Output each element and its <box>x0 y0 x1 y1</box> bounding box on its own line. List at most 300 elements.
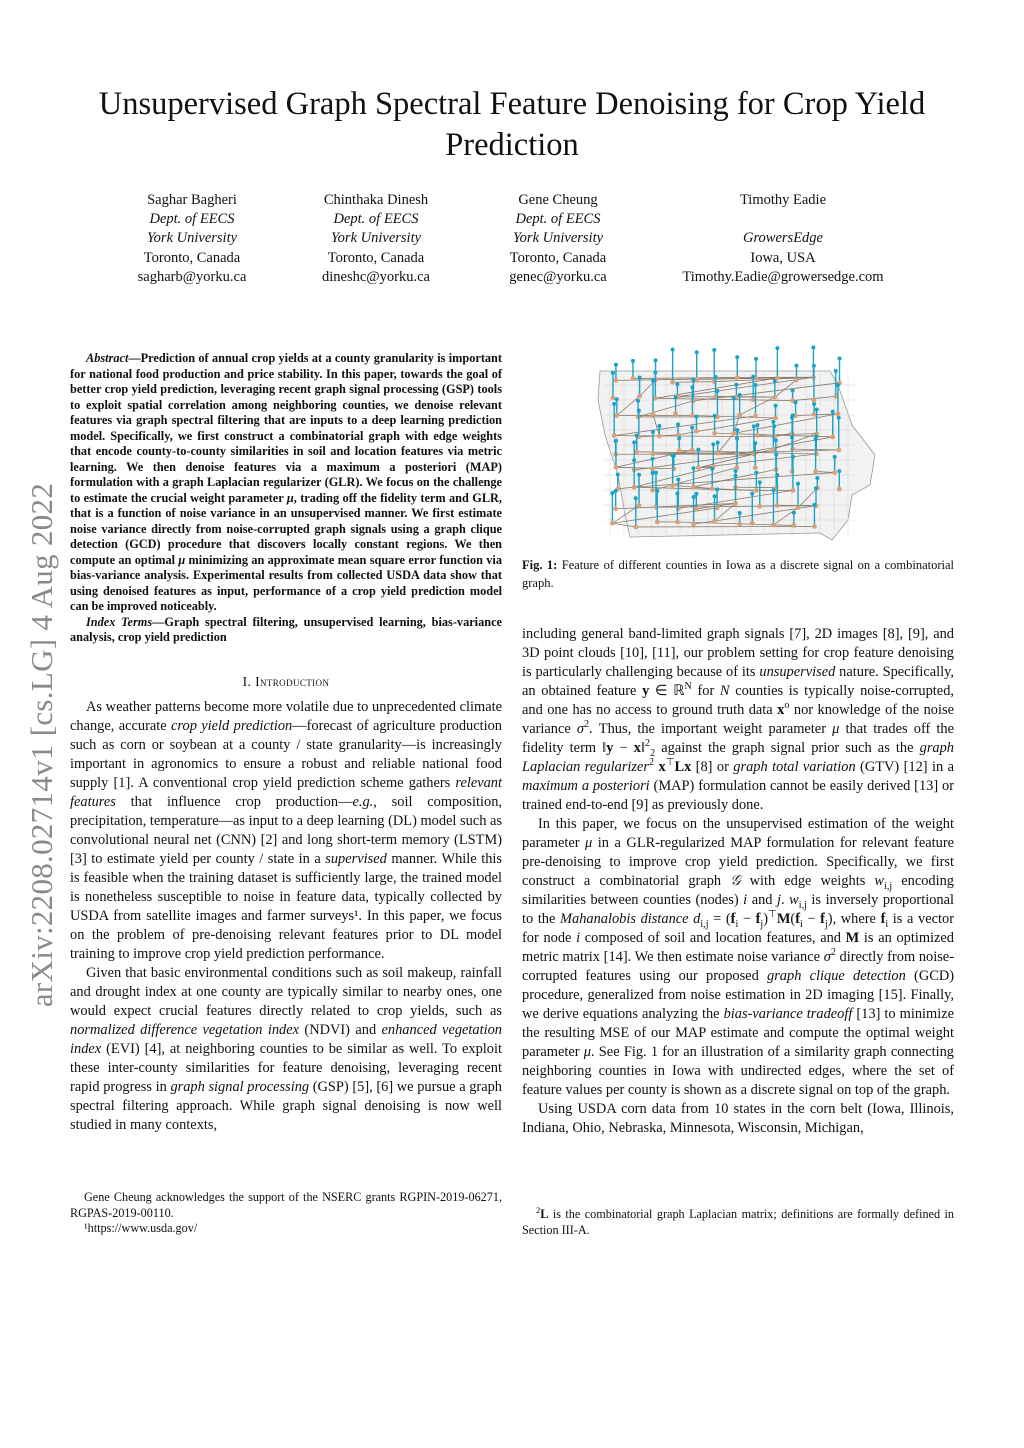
signal-value-marker <box>638 376 642 380</box>
county-node <box>771 447 776 452</box>
author-block <box>296 191 456 287</box>
text-run: (GSP) [5], [6] we pursue a graph spectral filtering approach. While graph signal denoising is now well studied in many contexts, <box>70 1078 502 1133</box>
signal-value-marker <box>713 494 717 498</box>
county-node <box>632 485 637 490</box>
signal-value-marker <box>754 357 758 361</box>
text-run: —Prediction of annual crop yields at a county granularity is important for national food production and price stability. In this paper, towards the goal of better crop yield prediction, leveraging recent graph signal processing (GSP) tools to exploit spatial correlation among neighboring counties, we denoise relevant features via graph spectral filtering that are inputs to a deep learning prediction model. Specifically, we first construct a combinatorial graph with edge weights that encode county-to-county similarities in soil and location features via metric learning. We then denoise features via a maximum a posteriori (MAP) formulation with a graph Laplacian regularizer (GLR). We focus on the challenge to estimate the crucial weight parameter <box>70 351 502 505</box>
county-node <box>754 488 759 493</box>
bold-run: f <box>730 911 736 927</box>
text-run: composed of soil and location features, and <box>580 930 846 946</box>
text-run: ‖ <box>640 740 646 756</box>
signal-value-marker <box>651 457 655 461</box>
text-run: As weather patterns become more volatile due to unprecedented climate change, accurate <box>70 698 502 734</box>
text-run: with edge weights <box>740 873 875 889</box>
signal-value-marker <box>651 379 655 383</box>
author-email[interactable]: dineshc@yorku.ca <box>322 268 430 285</box>
text-run: ), where <box>827 911 881 927</box>
county-node <box>691 522 696 527</box>
county-node <box>710 486 715 491</box>
text-run: ∈ ℝ <box>649 683 685 699</box>
county-node <box>794 378 799 383</box>
signal-value-marker <box>836 383 840 387</box>
signal-value-marker <box>635 433 639 437</box>
text-run: including general band-limited graph signals [7], 2D images [8], [9], and 3D point clouds [10], [11], our problem setting for crop feature denoising is particularly challenging because of its <box>522 626 954 680</box>
county-node <box>657 434 662 439</box>
text-run: . Thus, the important weight parameter <box>589 721 833 737</box>
signal-value-marker <box>690 385 694 389</box>
footnote-url[interactable]: ¹https://www.usda.gov/ <box>84 1221 198 1235</box>
county-node <box>832 470 837 475</box>
bold-run: M <box>776 911 791 927</box>
signal-value-marker <box>814 437 818 441</box>
italic-run: i <box>743 892 748 908</box>
county-node <box>614 413 619 418</box>
signal-value-marker <box>714 375 718 379</box>
signal-value-marker <box>615 397 619 401</box>
signal-value-marker <box>671 453 675 457</box>
county-node <box>712 519 717 524</box>
signal-value-marker <box>774 452 778 456</box>
county-node <box>735 375 740 380</box>
signal-value-marker <box>837 469 841 473</box>
italic-run: 𝒢 <box>730 873 741 889</box>
text-run: (GTV) [12] in a <box>855 759 955 775</box>
county-node <box>757 504 762 509</box>
italic-run: μ <box>178 552 186 567</box>
bold-run: f <box>755 911 761 927</box>
signal-value-marker <box>675 491 679 495</box>
text-run: = ( <box>708 911 731 927</box>
arxiv-stamp: arXiv:2208.02714v1 [cs.LG] 4 Aug 2022 <box>24 482 59 1008</box>
signal-value-marker <box>674 396 678 400</box>
signal-value-marker <box>775 346 779 350</box>
county-node <box>771 523 776 528</box>
signal-value-marker <box>616 472 620 476</box>
italic-run: w <box>874 873 885 889</box>
county-node <box>712 431 717 436</box>
sub-script: i,j <box>884 880 893 892</box>
county-node <box>676 506 681 511</box>
signal-value-marker <box>838 356 842 360</box>
text-run: —forecast of agriculture production such as corn or soybean at a county / state granularity—is increasingly important in agronomics to ensure a robust and reliable national food supply [1]. A conventional crop yield prediction scheme gathers <box>70 717 502 791</box>
county-node <box>737 522 742 527</box>
county-node <box>737 413 742 418</box>
county-node <box>694 429 699 434</box>
text-run: , soil composition, precipitation, temperature—as input to a deep learning (DL) model such as convolutional neural net (CNN) [2] and long short-term memory (LSTM) [3] to estimate yield per county / state in a <box>70 793 502 867</box>
county-node <box>775 503 780 508</box>
author-name: Chinthaka Dinesh <box>323 192 429 208</box>
text-run: Using USDA corn data from 10 states in the corn belt (Iowa, Illinois, Indiana, Ohio, Nebraska, Minnesota, Wisconsin, Michigan, <box>522 1101 954 1136</box>
figure-caption-text: Feature of different counties in Iowa as a discrete signal on a combinatorial graph. <box>522 558 954 590</box>
signal-value-marker <box>791 455 795 459</box>
signal-value-marker <box>637 473 641 477</box>
author-org: York University <box>146 230 238 247</box>
italic-run: unsupervised <box>759 664 836 680</box>
author-block <box>663 191 903 287</box>
signal-value-marker <box>774 438 778 442</box>
italic-run: graph signal processing <box>170 1078 310 1095</box>
text-run: (NDVI) and <box>299 1021 382 1038</box>
signal-value-marker <box>834 369 838 373</box>
signal-value-marker <box>612 402 616 406</box>
text-run: nor knowledge of the noise variance <box>522 702 954 737</box>
author-location: Toronto, Canada <box>327 249 425 266</box>
signal-value-marker <box>735 355 739 359</box>
county-node <box>715 506 720 511</box>
county-node <box>731 431 736 436</box>
author-location: Toronto, Canada <box>143 249 241 266</box>
italic-run: Mahanalobis distance <box>560 911 689 927</box>
author-dept: Dept. of EECS <box>149 211 235 228</box>
signal-value-marker <box>636 399 640 403</box>
text-run: that trades off the fidelity term ‖ <box>522 721 955 756</box>
county-node <box>812 412 817 417</box>
italic-run: Index Terms <box>86 614 153 629</box>
signal-value-marker <box>732 396 736 400</box>
text-run: minimizing an approximate mean square error function via bias-variance analysis. Experimental results from collected USDA data show that using denoised features as input, performance of a crop yield prediction model can be improved noticeably. <box>70 552 502 613</box>
signal-value-marker <box>713 414 717 418</box>
italic-run: μ <box>832 721 840 737</box>
signal-value-marker <box>715 389 719 393</box>
county-node <box>613 506 618 511</box>
signal-value-marker <box>794 400 798 404</box>
signal-value-marker <box>655 489 659 493</box>
bold-run: x <box>633 740 641 756</box>
bold-run: y <box>642 683 650 699</box>
county-node <box>753 414 758 419</box>
county-node <box>631 376 636 381</box>
author-dept <box>663 210 903 229</box>
italic-run: μ <box>583 1044 591 1060</box>
author-name: Saghar Bagheri <box>147 192 237 208</box>
signal-value-marker <box>631 359 635 363</box>
text-run: nature. Specifically, an obtained feature <box>522 664 954 699</box>
county-node <box>670 483 675 488</box>
county-node <box>690 448 695 453</box>
bold-run: f <box>880 911 886 927</box>
italic-run: bias-variance tradeoff <box>723 1006 853 1022</box>
text-run: − <box>802 911 821 927</box>
county-node <box>750 521 755 526</box>
signal-value-marker <box>812 402 816 406</box>
sup-script: 2 <box>645 738 651 750</box>
italic-run: μ <box>286 490 294 505</box>
county-node <box>651 451 656 456</box>
signal-value-marker <box>715 487 719 491</box>
signal-value-marker <box>676 422 680 426</box>
county-node <box>753 465 758 470</box>
county-node <box>733 501 738 506</box>
figure-caption <box>522 557 954 592</box>
signal-value-marker <box>711 442 715 446</box>
figure-iowa-graph <box>590 345 880 555</box>
italic-run: e.g. <box>352 793 374 810</box>
county-node <box>612 433 617 438</box>
signal-value-marker <box>614 363 618 367</box>
text-run: —Graph spectral filtering, unsupervised learning, bias-variance analysis, crop yield prediction <box>70 614 503 644</box>
signal-value-marker <box>790 435 794 439</box>
signal-value-marker <box>610 491 614 495</box>
section-heading: I. Introduction <box>242 673 330 689</box>
county-node <box>837 487 842 492</box>
text-run: . See Fig. 1 for an illustration of a similarity graph connecting neighboring counties in Iowa with undirected edges, where the set of feature values per county is shown as a discrete signal on top of the graph. <box>522 1044 954 1098</box>
italic-run: enhanced vegetation index <box>70 1021 502 1057</box>
body-paragraph <box>522 625 954 815</box>
signal-value-marker <box>734 469 738 473</box>
italic-run: graph Laplacian regularizer <box>522 740 955 775</box>
italic-run: crop yield prediction <box>171 717 293 734</box>
bold-run: y <box>606 740 614 756</box>
author-block <box>112 191 272 287</box>
signal-value-marker <box>734 474 738 478</box>
text-run: − <box>613 740 634 756</box>
text-run: is the combinatorial graph Laplacian matrix; definitions are formally defined in Section III-A. <box>522 1207 954 1237</box>
county-node <box>812 398 817 403</box>
italic-run: N <box>719 683 730 699</box>
county-node <box>691 484 696 489</box>
text-run: (MAP) formulation cannot be easily derived [13] or trained end-to-end [9] as previously done. <box>522 778 954 813</box>
signal-value-marker <box>771 488 775 492</box>
text-run: manner. While this is feasible when the training dataset is sufficiently large, the trained model is nonetheless susceptible to noise in feature data, typically collected by USDA from satellite images and farmer surveys¹. In this paper, we focus on the problem of pre-denoising relevant features prior to DL model training to improve crop yield prediction performance. <box>70 850 502 962</box>
signal-value-marker <box>690 426 694 430</box>
signal-value-marker <box>837 416 841 420</box>
county-node <box>633 525 638 530</box>
county-node <box>790 469 795 474</box>
sub-script: 2 <box>650 747 656 759</box>
italic-run: w <box>789 892 799 908</box>
sub-script: i,j <box>798 899 807 911</box>
italic-run: Abstract <box>86 351 129 365</box>
signal-value-marker <box>675 382 679 386</box>
county-node <box>791 523 796 528</box>
body-paragraph <box>70 964 502 1135</box>
text-run: [8] or <box>691 759 734 775</box>
bold-run: Lx <box>674 759 692 775</box>
signal-value-marker <box>794 364 798 368</box>
italic-run: supervised <box>325 850 387 867</box>
county-node <box>650 488 655 493</box>
county-node <box>611 395 616 400</box>
county-node <box>772 395 777 400</box>
signal-value-marker <box>712 348 716 352</box>
text-run: directly from noise-corrupted features using our proposed <box>522 949 954 984</box>
italic-run: d <box>693 911 701 927</box>
signal-value-marker <box>791 388 795 392</box>
italic-run: i <box>576 930 581 946</box>
signal-value-marker <box>614 439 618 443</box>
signal-value-marker <box>771 420 775 424</box>
author-email[interactable]: sagharb@yorku.ca <box>137 268 247 285</box>
county-node <box>755 433 760 438</box>
signal-value-marker <box>651 430 655 434</box>
county-node <box>813 469 818 474</box>
signal-value-marker <box>695 350 699 354</box>
signal-value-marker <box>773 379 777 383</box>
italic-run: μ <box>585 835 593 851</box>
author-org: York University <box>330 230 422 247</box>
text-run: against the graph signal prior such as the <box>655 740 920 756</box>
italic-run: normalized difference vegetation index <box>70 1021 300 1038</box>
abstract-text <box>70 351 502 615</box>
sup-script: 2 <box>584 719 590 731</box>
sub-script: j <box>824 918 828 930</box>
county-node <box>610 521 615 526</box>
text-run: is an optimized metric matrix [14]. We then estimate noise variance <box>522 930 954 965</box>
footnote-acknowledgment: Gene Cheung acknowledges the support of the NSERC grants RGPIN-2019-06271, RGPAS-2019-00110. <box>70 1190 502 1220</box>
county-node <box>694 507 699 512</box>
signal-value-marker <box>815 476 819 480</box>
text-run: (EVI) [4], at neighboring counties to be similar as well. To exploit these inter-county similarities for feature denoising, leveraging recent rapid progress in <box>70 1040 502 1095</box>
index-terms <box>70 615 502 646</box>
italic-run: σ <box>576 721 584 737</box>
author-block <box>478 191 638 287</box>
signal-value-marker <box>758 480 762 484</box>
left-column <box>70 351 502 1135</box>
county-node <box>670 380 675 385</box>
author-org: GrowersEdge <box>742 230 823 247</box>
signal-value-marker <box>632 458 636 462</box>
signal-value-marker <box>738 511 742 515</box>
figure-label: Fig. 1: <box>522 558 558 572</box>
sup-script: 2 <box>536 1204 541 1215</box>
signal-value-marker <box>755 423 759 427</box>
signal-value-marker <box>654 358 658 362</box>
signal-value-marker <box>814 486 818 490</box>
bold-run: M <box>845 930 860 946</box>
author-email[interactable]: genec@yorku.ca <box>509 268 607 285</box>
signal-value-marker <box>754 471 758 475</box>
signal-value-marker <box>791 413 795 417</box>
signal-value-marker <box>753 441 757 445</box>
left-footnotes <box>70 1190 502 1237</box>
signal-value-marker <box>710 467 714 471</box>
county-node <box>614 465 619 470</box>
signal-value-marker <box>734 383 738 387</box>
text-run: , trading off the fidelity term and GLR, that is a function of noise variance in an unsupervised manner. We first estimate noise variance directly from noise-corrupted graph signals using a graph clique detection (GCD) procedure that discovers locally constant regions. We then compute an optimal <box>70 490 502 567</box>
right-column <box>522 625 954 1138</box>
signal-value-marker <box>694 415 698 419</box>
signal-value-marker <box>812 364 816 368</box>
body-paragraph <box>522 815 954 1100</box>
abstract <box>70 351 502 646</box>
county-node <box>655 520 660 525</box>
author-location: Toronto, Canada <box>509 249 607 266</box>
county-node <box>696 465 701 470</box>
signal-value-marker <box>611 371 615 375</box>
signal-value-marker <box>691 378 695 382</box>
text-run: for <box>691 683 720 699</box>
text-run: In this paper, we focus on the unsupervised estimation of the weight parameter <box>522 816 954 851</box>
signal-value-marker <box>735 437 739 441</box>
text-run: in a GLR-regularized MAP formulation for relevant feature pre-denoising to improve crop yield prediction. Specifically, we first construct a combinatorial graph <box>522 835 954 889</box>
signal-value-marker <box>657 424 661 428</box>
signal-value-marker <box>677 436 681 440</box>
signal-value-marker <box>751 375 755 379</box>
signal-value-marker <box>671 348 675 352</box>
signal-value-marker <box>811 345 815 349</box>
county-node <box>791 488 796 493</box>
italic-run: relevant features <box>70 774 502 810</box>
body-paragraph <box>522 1100 954 1138</box>
sub-script: j <box>760 918 764 930</box>
text-run: − <box>738 911 756 927</box>
right-footnotes <box>522 1204 954 1238</box>
county-node <box>636 415 641 420</box>
signal-value-marker <box>654 471 658 475</box>
text-run: Given that basic environmental conditions such as soil makeup, rainfall and drought index at one county are typically similar to nearby ones, one would expect crucial features directly related to crop yields, such as <box>70 964 502 1019</box>
county-node <box>634 449 639 454</box>
signal-value-marker <box>775 473 779 477</box>
county-node <box>836 447 841 452</box>
sup-script: 2 <box>830 947 836 959</box>
county-node <box>812 524 817 529</box>
author-email[interactable]: Timothy.Eadie@growersedge.com <box>682 268 884 285</box>
author-name: Timothy Eadie <box>739 192 827 208</box>
signal-value-marker <box>735 428 739 432</box>
county-node <box>650 467 655 472</box>
signal-value-marker <box>754 383 758 387</box>
signal-value-marker <box>792 511 796 515</box>
signal-value-marker <box>833 455 837 459</box>
signal-value-marker <box>750 492 754 496</box>
sub-script: i <box>885 918 889 930</box>
author-location: Iowa, USA <box>750 249 816 266</box>
county-node <box>673 411 678 416</box>
footnote-laplacian <box>522 1204 954 1238</box>
italic-run: σ <box>823 949 831 965</box>
signal-value-marker <box>637 408 641 412</box>
text-run: is a vector for node <box>522 911 954 946</box>
signal-value-marker <box>831 410 835 414</box>
bold-run: f <box>820 911 825 927</box>
bold-run: f <box>795 911 800 927</box>
text-run: counties is typically noise-corrupted, and one has no access to ground truth data <box>522 683 954 718</box>
sup-script: o <box>784 700 790 712</box>
author-dept: Dept. of EECS <box>333 211 419 228</box>
county-node <box>637 394 642 399</box>
signal-value-marker <box>738 393 742 397</box>
italic-run: graph clique detection <box>767 968 906 984</box>
text-run: (GCD) procedure, generalized from noise estimation in 2D imaging [15]. Finally, we derive equations analyzing the <box>522 968 955 1022</box>
italic-run: maximum a posteriori <box>522 778 650 794</box>
text-run: and <box>747 892 778 908</box>
italic-run: j <box>777 892 782 908</box>
signal-value-marker <box>716 440 720 444</box>
signal-value-marker <box>653 371 657 375</box>
text-run: . <box>781 892 790 908</box>
sup-script: ⊤ <box>665 757 675 769</box>
county-node <box>637 503 642 508</box>
signal-value-marker <box>696 448 700 452</box>
signal-value-marker <box>752 424 756 428</box>
text-run: [13] to minimize the resulting MSE of our MAP estimate and compute the optimal weight parameter <box>522 1006 954 1060</box>
signal-value-marker <box>815 408 819 412</box>
sup-script: 2 <box>649 757 655 769</box>
bold-run: x <box>658 759 666 775</box>
signal-value-marker <box>691 466 695 470</box>
italic-run: graph total variation <box>733 759 856 775</box>
sup-script: N <box>684 681 692 693</box>
signal-value-marker <box>632 440 636 444</box>
text-run: ( <box>790 911 796 927</box>
text-run: that influence crop production— <box>115 793 353 810</box>
bold-run: L <box>540 1207 549 1221</box>
author-name: Gene Cheung <box>518 192 598 208</box>
signal-value-marker <box>692 495 696 499</box>
sub-script: i,j <box>700 918 709 930</box>
signal-value-marker <box>634 496 638 500</box>
signal-value-marker <box>694 492 698 496</box>
